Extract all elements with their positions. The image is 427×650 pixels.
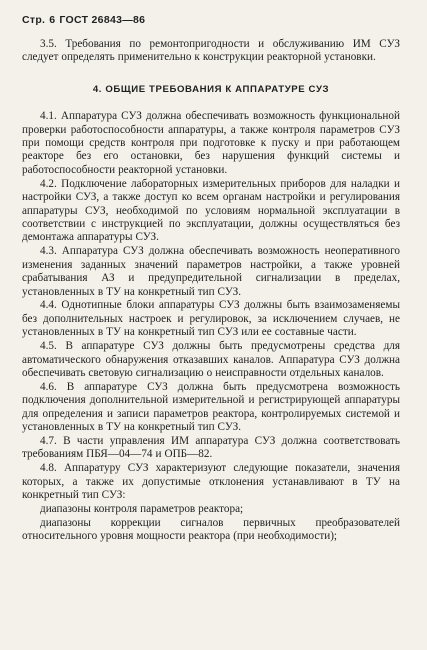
paragraph-4-1: 4.1. Аппаратура СУЗ должна обеспечивать возможность функциональной проверки работоспособности аппаратуры, а также контроля параметров СУЗ при помощи средств контроля при подготовке к пуску и при работающем реакторе без его остановки, без нарушения функций системы и работоспособности реакторной установки. [22, 110, 400, 176]
paragraph-3-5: 3.5. Требования по ремонтопригодности и обслуживанию ИМ СУЗ следует определять применительно к конструкции реакторной установки. [22, 38, 400, 64]
paragraph-4-4: 4.4. Однотипные блоки аппаратуры СУЗ должны быть взаимозаменяемы без дополнительных настроек и регулировок, за исключением случаев, не установленных в ТУ на конкретный тип СУЗ или ее составные части. [22, 299, 400, 339]
list-item-control-ranges: диапазоны контроля параметров реактора; [40, 503, 244, 515]
paragraph-4-8: 4.8. Аппаратуру СУЗ характеризуют следующие показатели, значения которых, а также их допустимые отклонения устанавливают в ТУ на конкретный тип СУЗ: [22, 462, 400, 502]
paragraph-4-6: 4.6. В аппаратуре СУЗ должна быть предусмотрена возможность подключения дополнительной измерительной и регистрирующей аппаратуры для определения и записи параметров реактора, контролируемых системой и установленных в ТУ на конкретный тип СУЗ. [22, 380, 400, 434]
paragraph-4-3: 4.3. Аппаратура СУЗ должна обеспечивать возможность неоперативного изменения заданных значений параметров настройки, а также уровней срабатывания АЗ и предупредительной сигнализации в пределах, установленных в ТУ на конкретный тип СУЗ. [22, 245, 400, 298]
document-body [22, 38, 400, 544]
list-item-correction-ranges: диапазоны коррекции сигналов первичных преобразователей относительного уровня мощности реактора (при необходимости); [22, 516, 400, 543]
page-number: 6 [49, 14, 56, 26]
paragraph-4-2: 4.2. Подключение лабораторных измерительных приборов для наладки и настройки СУЗ, а также доступ ко всем органам настройки и регулирования аппаратуры СУЗ, необходимой по условиям нормальной эксплуатации в соответствии с инструкцией по эксплуатации, должны осуществляться без демонтажа аппаратуры СУЗ. [22, 177, 400, 244]
section-4-title: 4. ОБЩИЕ ТРЕБОВАНИЯ К АППАРАТУРЕ СУЗ [92, 83, 330, 95]
page-header [22, 14, 145, 26]
standard-designation: ГОСТ 26843—86 [59, 14, 146, 26]
paragraph-4-7: 4.7. В части управления ИМ аппаратура СУЗ должна соответствовать требованиям ПБЯ—04—74 и ОПБ—82. [22, 434, 400, 461]
paragraph-4-5: 4.5. В аппаратуре СУЗ должны быть предусмотрены средства для автоматического обнаружения отказавших каналов. Аппаратура СУЗ должна обеспечивать световую сигнализацию о неисправности отдельных каналов. [22, 340, 400, 379]
page-label: Стр. [22, 14, 46, 26]
